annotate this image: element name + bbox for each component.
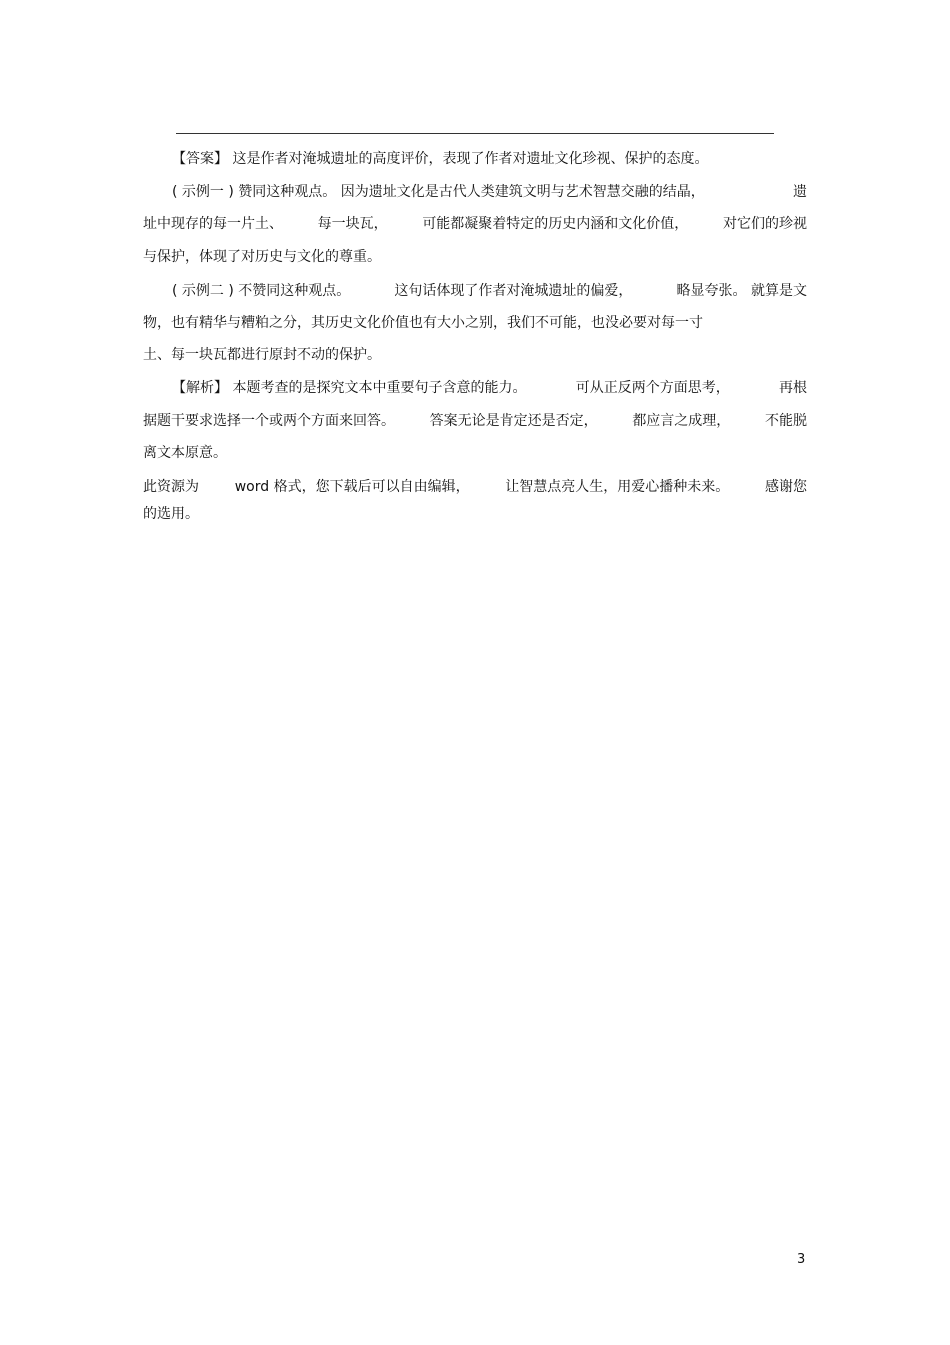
example1-text: 每一块瓦，: [317, 216, 388, 232]
example2-text: 这句话体现了作者对淹城遗址的偏爱，: [394, 283, 633, 299]
analysis-text: 都应言之成理，: [632, 413, 731, 429]
example1-line-3: [143, 246, 807, 268]
example2-text: 物，也有精华与糟粕之分，其历史文化价值也有大小之别，我们不可能，也没必要对每一寸: [143, 315, 703, 331]
example1-text: 与保护，体现了对历史与文化的尊重。: [143, 249, 381, 265]
example2-text: 略显夸张。 就算是文: [676, 283, 807, 299]
example1-text: 遗: [793, 184, 807, 200]
analysis-line-2: [143, 410, 807, 432]
example2-line-2: [143, 312, 807, 334]
analysis-text: 不能脱: [764, 413, 807, 429]
example2-line-1: [172, 280, 807, 302]
footer-note-text: word 格式，您下载后可以自由编辑，: [234, 479, 470, 495]
top-divider-line: [176, 133, 774, 134]
footer-note-line-1: [143, 476, 807, 498]
example1-text: 址中现存的每一片土、: [143, 216, 283, 232]
footer-note-line-2: [143, 503, 807, 525]
footer-note-text: 的选用。: [143, 506, 199, 522]
example2-text: ( 示例二 ) 不赞同这种观点。: [172, 283, 351, 299]
example2-text: 土、每一块瓦都进行原封不动的保护。: [143, 347, 381, 363]
answer-text: 【答案】 这是作者对淹城遗址的高度评价，表现了作者对遗址文化珍视、保护的态度。: [172, 151, 709, 167]
analysis-line-3: [143, 442, 807, 464]
footer-note-text: 让智慧点亮人生，用爱心播种未来。: [505, 479, 730, 495]
example1-text: 对它们的珍视: [722, 216, 807, 232]
analysis-text: 【解析】 本题考查的是探究文本中重要句子含意的能力。: [172, 380, 527, 396]
analysis-line-1: [172, 377, 807, 399]
example1-text: ( 示例一 ) 赞同这种观点。 因为遗址文化是古代人类建筑文明与艺术智慧交融的结晶，: [172, 184, 705, 200]
example2-line-3: [143, 344, 807, 366]
footer-note-text: 感谢您: [764, 479, 807, 495]
example1-text: 可能都凝聚着特定的历史内涵和文化价值，: [422, 216, 689, 232]
analysis-text: 离文本原意。: [143, 445, 227, 461]
analysis-text: 答案无论是肯定还是否定，: [429, 413, 598, 429]
analysis-text: 再根: [778, 380, 807, 396]
page-number: 3: [797, 1252, 806, 1267]
answer-paragraph: [172, 148, 807, 170]
example1-line-1: [172, 181, 807, 203]
example1-line-2: [143, 213, 807, 235]
analysis-text: 可从正反两个方面思考，: [575, 380, 730, 396]
analysis-text: 据题干要求选择一个或两个方面来回答。: [143, 413, 395, 429]
footer-note-text: 此资源为: [143, 479, 199, 495]
